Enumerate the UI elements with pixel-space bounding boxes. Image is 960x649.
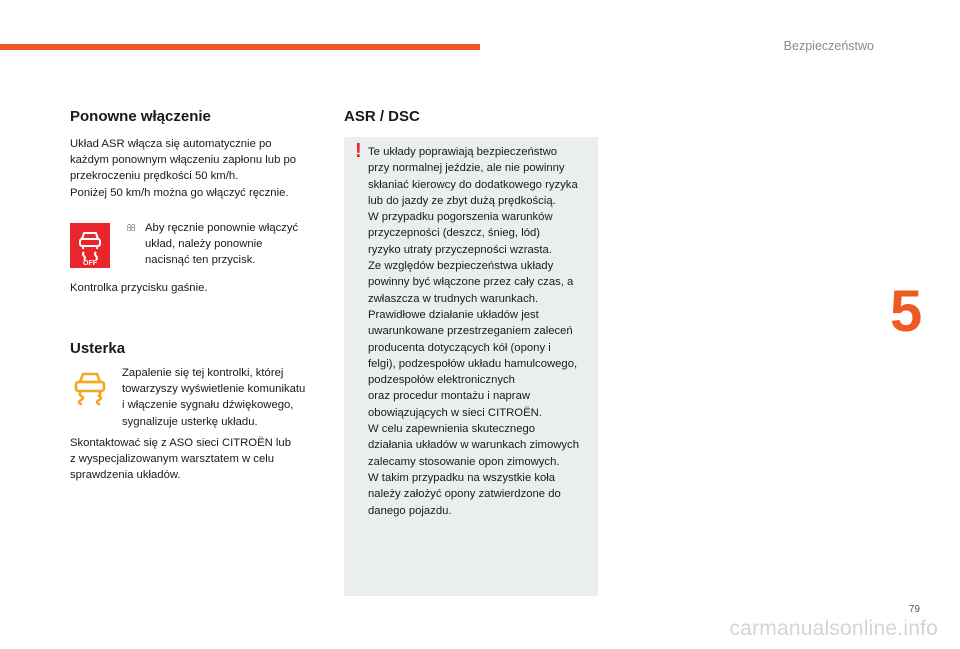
off-label: OFF — [83, 260, 97, 267]
watermark: carmanualsonline.info — [729, 617, 938, 640]
chapter-number: 5 — [890, 279, 923, 344]
warning-exclamation-icon: ! — [355, 140, 362, 162]
fault-description: Zapalenie się tej kontrolki, której towarzyszy wyświetlenie komunikatu i włączenie sygnału dźwiękowego, sygnalizuje usterkę układu. — [122, 367, 306, 428]
page-number: 79 — [908, 604, 920, 615]
header-accent-bar — [0, 44, 480, 50]
reenable-note: Kontrolka przycisku gaśnie. — [70, 282, 208, 294]
asr-dsc-heading: ASR / DSC — [344, 108, 420, 125]
reenable-heading: Ponowne włączenie — [70, 108, 211, 125]
warning-text: Te układy poprawiają bezpieczeństwo przy normalnej jeździe, ale nie powinny skłaniać kierowcy do dodatkowego ryzyka lub do jazdy ze zbyt dużą prędkością. W przypadku pogorszenia warunków przyczepności (deszcz, śnieg, lód) ryzyko utraty przyczepności wzrasta. Ze względów bezpieczeństwa układy powinny być włączone przez cały czas, a zwłaszcza w trudnych warunkach. Prawidłowe działanie układów jest uwarunkowane przestrzeganiem zaleceń producenta dotyczących kół (opony i felgi), podzespołów układu hamulcowego, podzespołów elektronicznych oraz procedur montażu i napraw obowiązujących w sieci CITROËN. W celu zapewnienia skutecznego działania układów w warunkach zimowych zalecamy stosowanie opon zimowych. W takim przypadku na wszystkie koła należy założyć opony zatwierdzone do danego pojazdu. — [368, 146, 579, 517]
skid-warning-icon — [70, 368, 110, 406]
section-label: Bezpieczeństwo — [783, 39, 874, 53]
fault-contact: Skontaktować się z ASO sieci CITROËN lub z wyspecjalizowanym warsztatem w celu sprawdzenia układów. — [70, 437, 291, 482]
bullet-icon — [127, 223, 136, 234]
reenable-instruction: Aby ręcznie ponownie włączyć układ, należy ponownie nacisnąć ten przycisk. — [145, 222, 299, 267]
reenable-intro: Układ ASR włącza się automatycznie po każdym ponownym włączeniu zapłonu lub po przekroczeniu prędkości 50 km/h. Poniżej 50 km/h można go włączyć ręcznie. — [70, 138, 297, 199]
asr-off-button-icon — [70, 223, 110, 268]
fault-heading: Usterka — [70, 340, 126, 357]
